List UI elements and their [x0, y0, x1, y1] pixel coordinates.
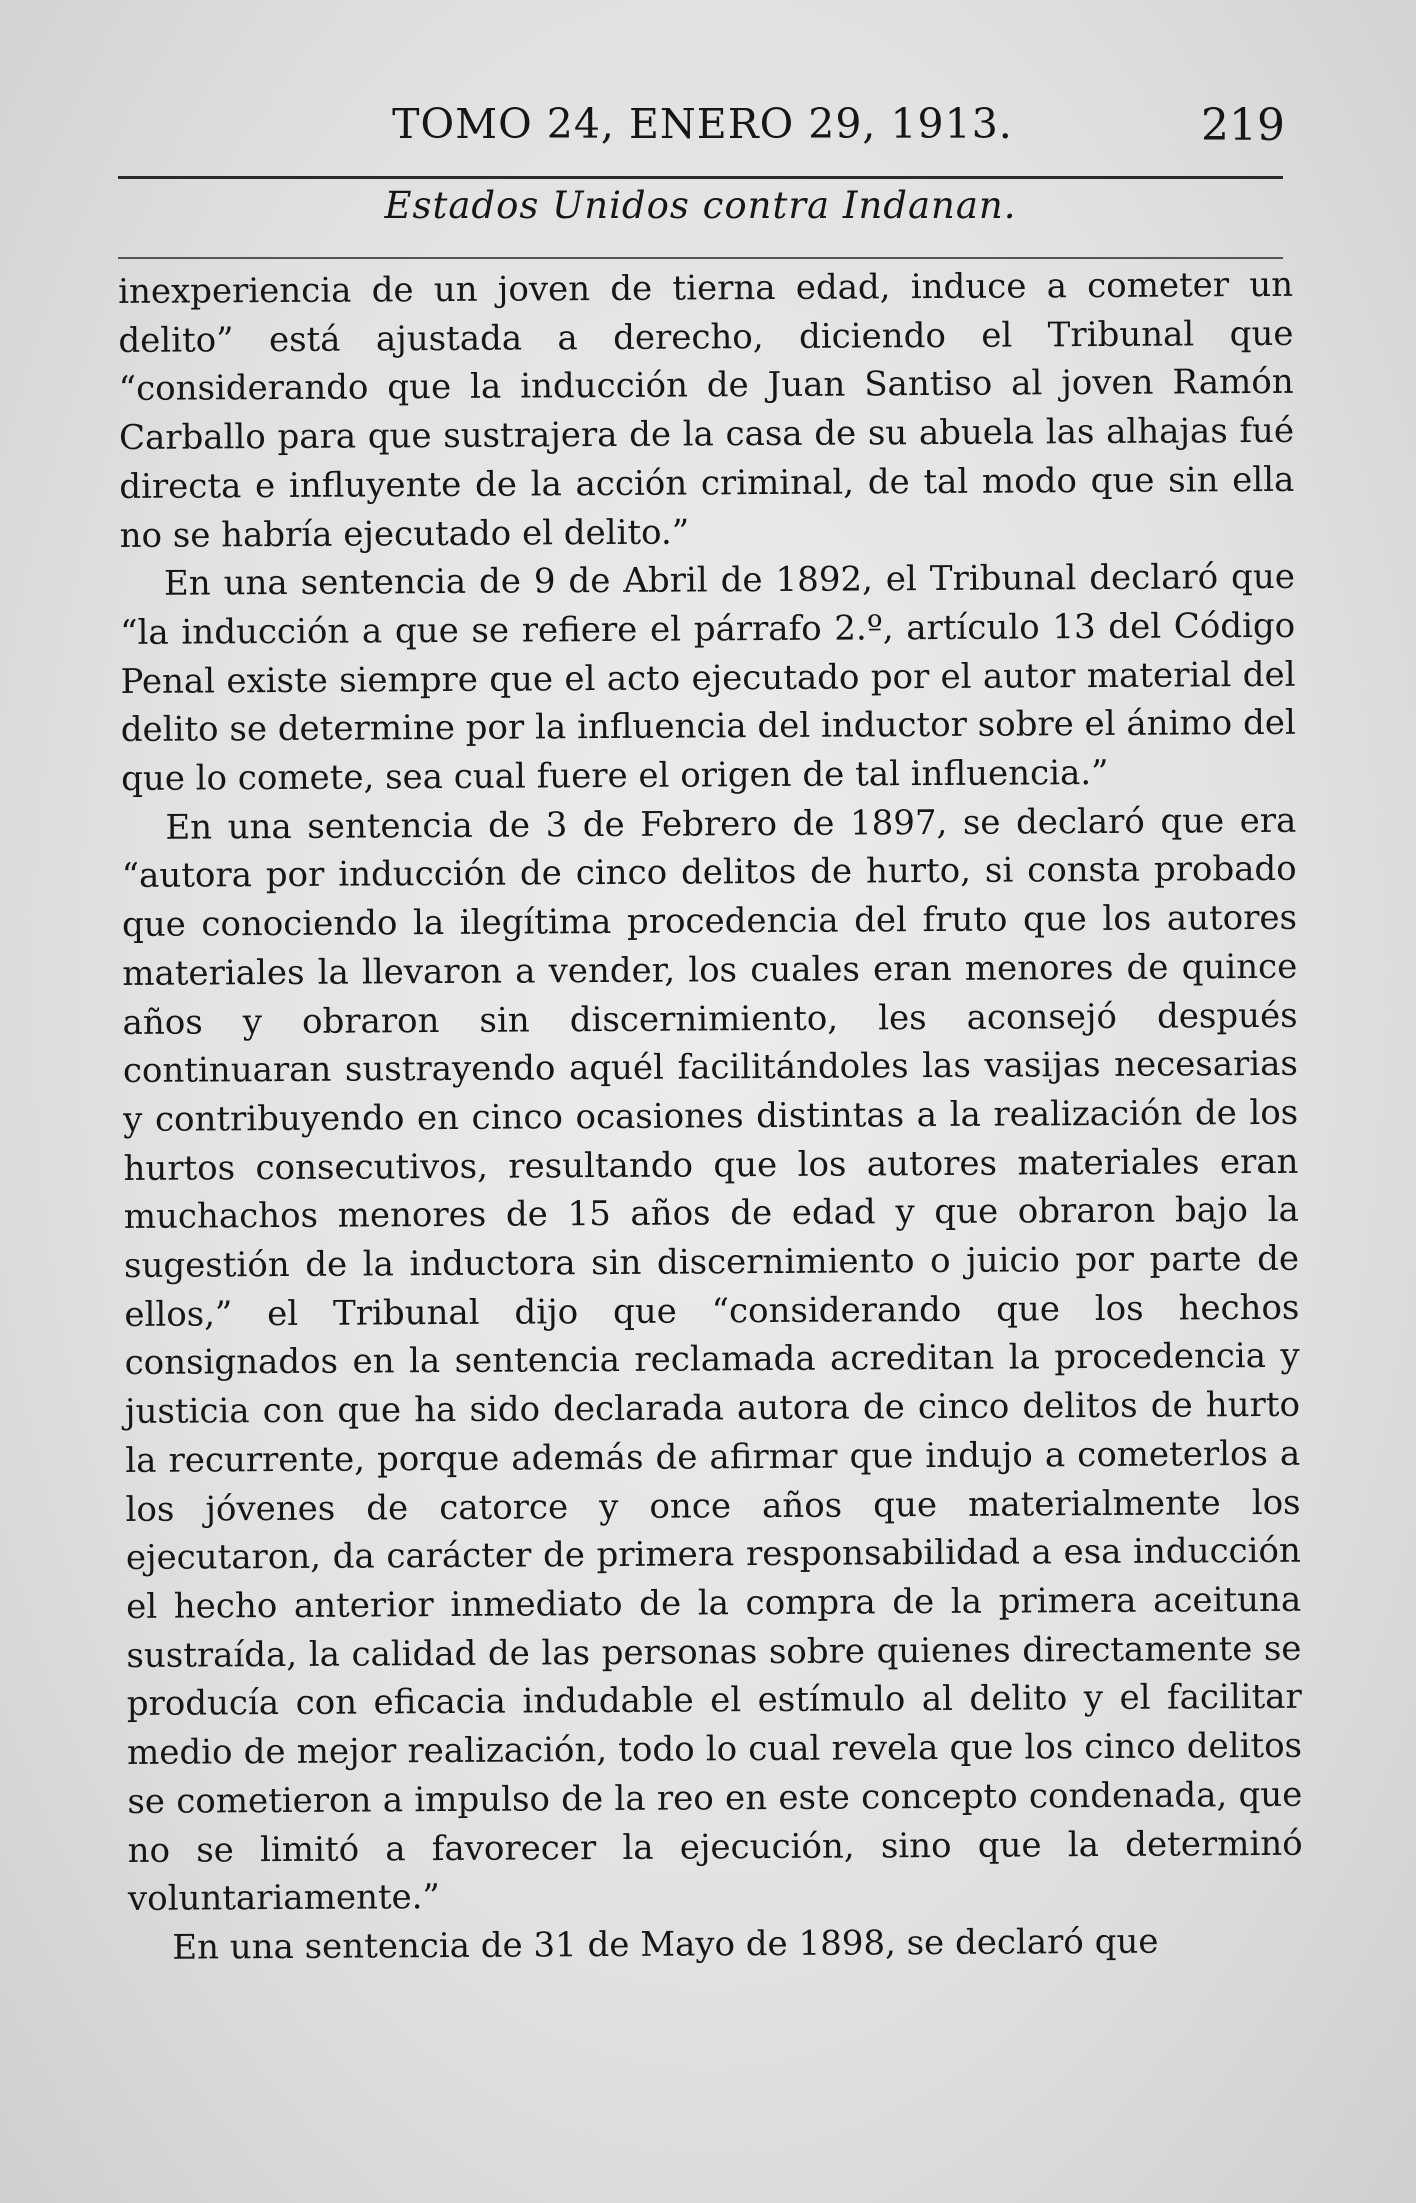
paragraph: En una sentencia de 31 de Mayo de 1898, se declaró que [172, 1921, 1159, 1968]
header-rule [118, 176, 1283, 179]
paragraph: En una sentencia de 3 de Febrero de 1897, se declaró que era “autora por inducción de cinco delitos de hurto, si consta probado que conociendo la ilegítima procedencia del fruto que los autores materiales la llevaron a vender, los cuales eran menores de quince años y obraron sin discernimiento, les aconsejó después continuaran sustrayendo aquél facilitándoles las vasijas necesarias y contribuyendo en cinco ocasiones distintas a la realización de los hurtos consecutivos, resultando que los autores materiales eran muchachos menores de 15 años de edad y que obraron bajo la sugestión de la inductora sin discernimiento o juicio por parte de ellos,” el Tribunal dijo que “considerando que los hechos consignados en la sentencia reclamada acreditan la procedencia y justicia con que ha sido declarada autora de cinco delitos de hurto la recurrente, porque además de afirmar que indujo a cometerlos a los jóvenes de catorce y once años que materialmente los ejecutaron, da carácter de primera responsabilidad a esa inducción el hecho anterior inmediato de la compra de la primera aceituna sustraída, la calidad de las personas sobre quienes directamente se producía con eficacia indudable el estímulo al delito y el facilitar medio de mejor realización, todo lo cual revela que los cinco delitos se cometieron a impulso de la reo en este concepto condenada, que no se limitó a favorecer la ejecución, sino que la determinó voluntariamente.” [121, 800, 1303, 1920]
body-text [118, 261, 1304, 2108]
title-rule [118, 257, 1283, 259]
page-header [120, 100, 1285, 160]
case-title: Estados Unidos contra Indanan. [384, 184, 1017, 227]
running-head: TOMO 24, ENERO 29, 1913. [392, 100, 1013, 148]
page-number: 219 [1201, 100, 1285, 151]
paragraph: inexperiencia de un joven de tierna edad, induce a cometer un delito” está ajustada a derecho, diciendo el Tribunal que “considerando que la inducción de Juan Santiso al joven Ramón Carballo para que sustrajera de la casa de su abuela las alhajas fué directa e influyente de la acción criminal, de tal modo que sin ella no se habría ejecutado el delito.” [118, 264, 1295, 556]
paragraph: En una sentencia de 9 de Abril de 1892, el Tribunal declaró que “la inducción a que se refiere el párrafo 2.º, artículo 13 del Código Penal existe siempre que el acto ejecutado por el autor material del delito se determine por la influencia del inductor sobre el ánimo del que lo comete, sea cual fuere el origen de tal influencia.” [120, 557, 1296, 800]
